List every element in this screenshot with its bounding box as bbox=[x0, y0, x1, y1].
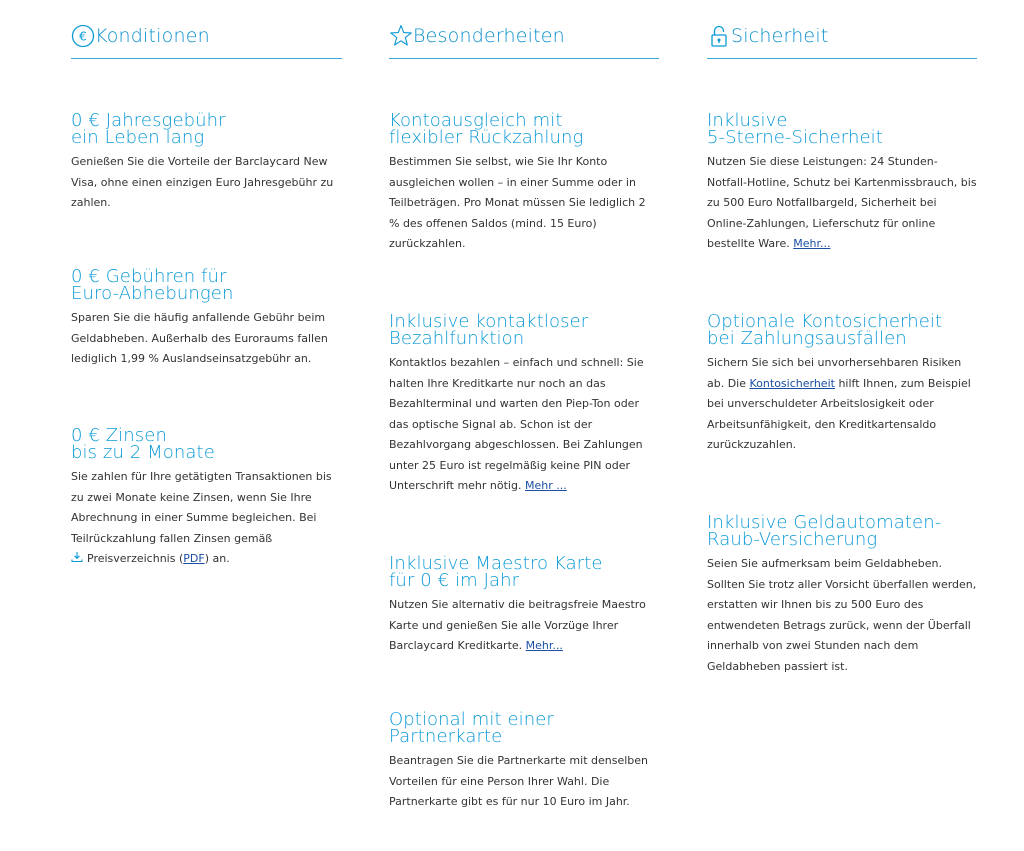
section-heading: Inklusive Geldautomaten- Raub-Versicherung bbox=[707, 512, 942, 550]
svg-text:€: € bbox=[79, 29, 87, 44]
section-text: Nutzen Sie diese Leistungen: 24 Stunden-Notfall-Hotline, Schutz bei Kartenmissbrauch, bis zu 500 Euro Notfallbargeld, Sicherheit bei Online-Zahlungen, Lieferschutz für online bestellte Ware. Mehr... bbox=[707, 155, 977, 250]
mehr-link[interactable]: Mehr... bbox=[525, 639, 563, 652]
column-header bbox=[71, 0, 342, 59]
section-heading: Inklusive kontaktloser Bezahlfunktion bbox=[389, 311, 589, 349]
section-heading: Kontoausgleich mit flexibler Rückzahlung bbox=[389, 110, 584, 148]
column-konditionen bbox=[71, 0, 342, 565]
section-heading: Inklusive Maestro Karte für 0 € im Jahr bbox=[389, 553, 603, 591]
section-partnerkarte bbox=[389, 711, 659, 813]
column-header bbox=[389, 0, 659, 59]
section-maestro bbox=[389, 555, 659, 657]
section-raub-versicherung bbox=[707, 514, 977, 677]
section-text: Bestimmen Sie selbst, wie Sie Ihr Konto ausgleichen wollen – in einer Summe oder in Teilbeträgen. Pro Monat müssen Sie lediglich 2 % des offenen Saldos (mind. 15 Euro) zurückzahlen. bbox=[389, 155, 646, 250]
euro-circle-icon bbox=[71, 24, 95, 48]
section-jahresgebuehr bbox=[71, 112, 342, 214]
star-icon bbox=[389, 24, 413, 48]
lock-icon bbox=[707, 24, 731, 48]
section-text: Sie zahlen für Ihre getätigten Transaktionen bis zu zwei Monate keine Zinsen, wenn Sie Ihre Abrechnung in einer Summe begleichen. Bei Teilrückzahlung fallen Zinsen gemäß Preisverzeichnis (PDF) an. bbox=[71, 470, 332, 565]
section-text: Nutzen Sie alternativ die beitragsfreie Maestro Karte und genießen Sie alle Vorzüge Ihrer Barclaycard Kreditkarte. Mehr... bbox=[389, 598, 646, 652]
section-5-sterne bbox=[707, 112, 977, 255]
section-euro-abhebungen bbox=[71, 268, 342, 370]
section-text: Beantragen Sie die Partnerkarte mit denselben Vorteilen für eine Person Ihrer Wahl. Die Partnerkarte gibt es für nur 10 Euro im Jahr. bbox=[389, 754, 648, 808]
section-heading: 0 € Jahresgebühr ein Leben lang bbox=[71, 110, 226, 148]
section-text: Sparen Sie die häufig anfallende Gebühr beim Geldabheben. Außerhalb des Euroraums fallen lediglich 1,99 % Auslandseinsatzgebühr an. bbox=[71, 311, 328, 365]
section-text: Seien Sie aufmerksam beim Geldabheben. Sollten Sie trotz aller Vorsicht überfallen werden, erstatten wir Ihnen bis zu 500 Euro des entwendeten Betrags zurück, wenn der Überfall innerhalb von zwei Stunden nach dem Geldabheben passiert ist. bbox=[707, 557, 977, 673]
section-kontaktlos bbox=[389, 313, 659, 497]
pdf-link[interactable]: PDF bbox=[183, 552, 205, 565]
mehr-link[interactable]: Mehr... bbox=[793, 237, 831, 250]
section-text: Sichern Sie sich bei unvorhersehbaren Risiken ab. Die Kontosicherheit hilft Ihnen, zum Beispiel bei unverschuldeter Arbeitslosigkeit oder Arbeitsunfähigkeit, den Kreditkartensaldo zurückzuzahlen. bbox=[707, 356, 971, 451]
section-heading: Optionale Kontosicherheit bei Zahlungsausfällen bbox=[707, 311, 943, 349]
download-icon bbox=[71, 551, 83, 563]
column-title: Besonderheiten bbox=[413, 25, 565, 47]
mehr-link[interactable]: Mehr ... bbox=[524, 479, 567, 492]
column-sicherheit bbox=[707, 0, 977, 673]
section-text: Genießen Sie die Vorteile der Barclaycard New Visa, ohne einen einzigen Euro Jahresgebühr zu zahlen. bbox=[71, 155, 334, 209]
section-heading: Inklusive 5-Sterne-Sicherheit bbox=[707, 110, 883, 148]
section-heading: Optional mit einer Partnerkarte bbox=[389, 709, 554, 747]
section-zinsen bbox=[71, 427, 342, 570]
section-heading: 0 € Gebühren für Euro-Abhebungen bbox=[71, 266, 234, 304]
section-text: Kontaktlos bezahlen – einfach und schnell: Sie halten Ihre Kreditkarte nur noch an das Bezahlterminal und warten den Piep-Ton oder das optische Signal ab. Schon ist der Bezahlvorgang abgeschlossen. Bei Zahlungen unter 25 Euro ist regelmäßig keine PIN oder Unterschrift mehr nötig. Mehr ... bbox=[389, 356, 644, 492]
column-header bbox=[707, 0, 977, 59]
section-heading: 0 € Zinsen bis zu 2 Monate bbox=[71, 425, 215, 463]
column-title: Sicherheit bbox=[731, 25, 829, 47]
kontosicherheit-link[interactable]: Kontosicherheit bbox=[749, 376, 835, 390]
section-kontosicherheit bbox=[707, 313, 977, 456]
column-title: Konditionen bbox=[95, 25, 210, 47]
section-kontoausgleich bbox=[389, 112, 659, 255]
column-besonderheiten bbox=[389, 0, 659, 808]
